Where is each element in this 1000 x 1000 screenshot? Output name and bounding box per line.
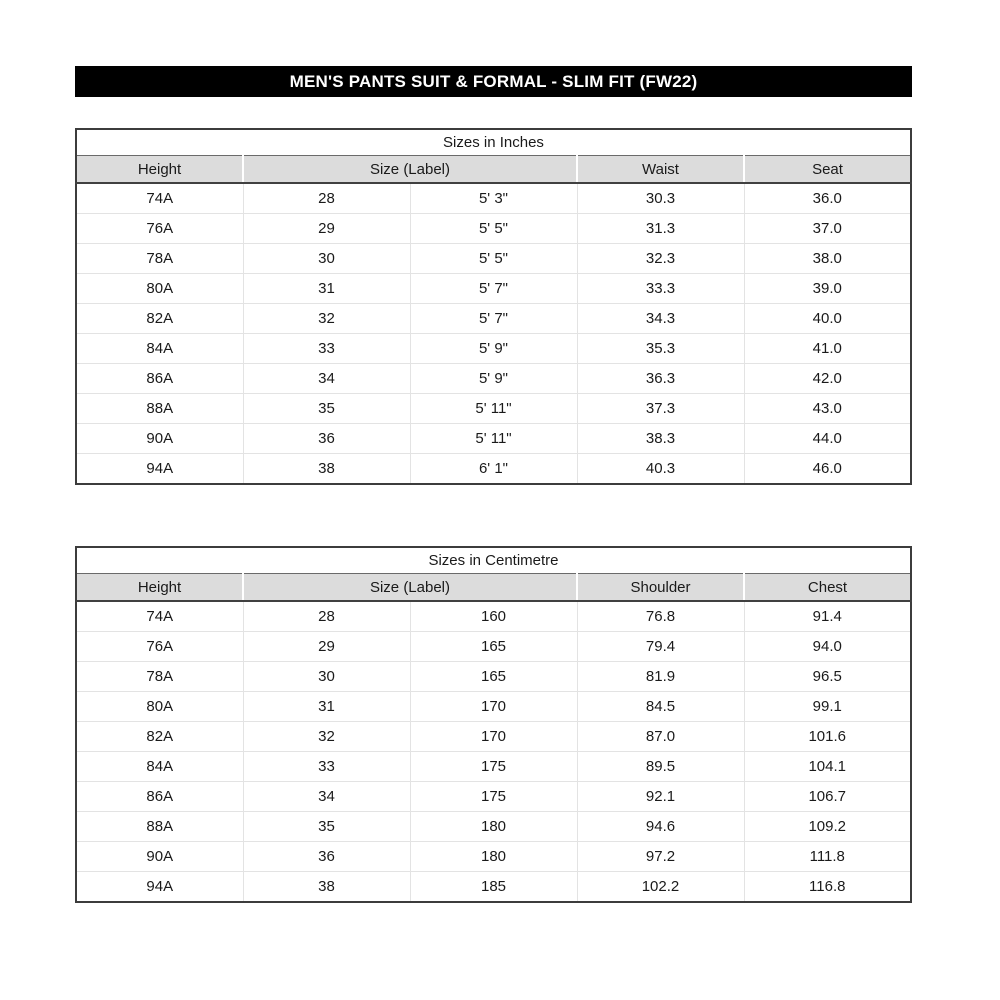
table-cell: 78A bbox=[76, 244, 243, 274]
table-cell: 111.8 bbox=[744, 842, 911, 872]
table-cell: 78A bbox=[76, 662, 243, 692]
table-row bbox=[76, 662, 911, 692]
table-cell: 37.3 bbox=[577, 394, 744, 424]
table-cell: 43.0 bbox=[744, 394, 911, 424]
table-cell: 80A bbox=[76, 692, 243, 722]
table-cell: 97.2 bbox=[577, 842, 744, 872]
table-cell: 36 bbox=[243, 424, 410, 454]
table-cell: 92.1 bbox=[577, 782, 744, 812]
table-cell: 33 bbox=[243, 334, 410, 364]
table-cell: 175 bbox=[410, 752, 577, 782]
column-header-height: Height bbox=[76, 574, 243, 602]
sizes-in-inches-table bbox=[75, 128, 912, 485]
table-cell: 39.0 bbox=[744, 274, 911, 304]
table-cell: 76A bbox=[76, 632, 243, 662]
table-cell: 44.0 bbox=[744, 424, 911, 454]
column-header-height: Height bbox=[76, 156, 243, 184]
table-row bbox=[76, 454, 911, 485]
table-row bbox=[76, 394, 911, 424]
table-title: Sizes in Inches bbox=[76, 129, 911, 156]
table-cell: 180 bbox=[410, 842, 577, 872]
column-header-seat: Seat bbox=[744, 156, 911, 184]
table-cell: 84A bbox=[76, 752, 243, 782]
table-row bbox=[76, 632, 911, 662]
table-cell: 84A bbox=[76, 334, 243, 364]
table-cell: 28 bbox=[243, 183, 410, 214]
table-cell: 87.0 bbox=[577, 722, 744, 752]
column-header-size-label: Size (Label) bbox=[243, 574, 577, 602]
table-cell: 102.2 bbox=[577, 872, 744, 903]
table-cell: 82A bbox=[76, 304, 243, 334]
table-cell: 35 bbox=[243, 394, 410, 424]
table-cell: 180 bbox=[410, 812, 577, 842]
table-row bbox=[76, 274, 911, 304]
table-cell: 5' 11" bbox=[410, 424, 577, 454]
table-cell: 76.8 bbox=[577, 601, 744, 632]
table-row bbox=[76, 183, 911, 214]
table-cell: 104.1 bbox=[744, 752, 911, 782]
table-cell: 5' 5" bbox=[410, 214, 577, 244]
column-header-size-label: Size (Label) bbox=[243, 156, 577, 184]
table-cell: 31 bbox=[243, 692, 410, 722]
table-cell: 5' 7" bbox=[410, 304, 577, 334]
table-cell: 96.5 bbox=[744, 662, 911, 692]
table-cell: 34 bbox=[243, 782, 410, 812]
table-cell: 79.4 bbox=[577, 632, 744, 662]
table-cell: 30 bbox=[243, 244, 410, 274]
page-title: MEN'S PANTS SUIT & FORMAL - SLIM FIT (FW22) bbox=[75, 66, 912, 97]
table-row bbox=[76, 424, 911, 454]
table-cell: 74A bbox=[76, 183, 243, 214]
table-cell: 165 bbox=[410, 662, 577, 692]
table-cell: 38 bbox=[243, 454, 410, 485]
table-row bbox=[76, 334, 911, 364]
table-row bbox=[76, 304, 911, 334]
table-cell: 31.3 bbox=[577, 214, 744, 244]
table-cell: 5' 5" bbox=[410, 244, 577, 274]
table-cell: 116.8 bbox=[744, 872, 911, 903]
table-cell: 33 bbox=[243, 752, 410, 782]
column-header-waist: Waist bbox=[577, 156, 744, 184]
table-cell: 38.0 bbox=[744, 244, 911, 274]
table-cell: 46.0 bbox=[744, 454, 911, 485]
table-cell: 36.0 bbox=[744, 183, 911, 214]
table-cell: 32.3 bbox=[577, 244, 744, 274]
table-cell: 32 bbox=[243, 304, 410, 334]
table-row bbox=[76, 601, 911, 632]
table-cell: 82A bbox=[76, 722, 243, 752]
table-row bbox=[76, 872, 911, 903]
table-header-row bbox=[76, 156, 911, 184]
table-cell: 5' 3" bbox=[410, 183, 577, 214]
table-cell: 33.3 bbox=[577, 274, 744, 304]
table-row bbox=[76, 722, 911, 752]
table-cell: 29 bbox=[243, 632, 410, 662]
table-cell: 76A bbox=[76, 214, 243, 244]
table-cell: 170 bbox=[410, 692, 577, 722]
table-header-row bbox=[76, 574, 911, 602]
table-cell: 29 bbox=[243, 214, 410, 244]
table-cell: 5' 9" bbox=[410, 334, 577, 364]
table-cell: 86A bbox=[76, 782, 243, 812]
table-cell: 30 bbox=[243, 662, 410, 692]
table-cell: 81.9 bbox=[577, 662, 744, 692]
table-cell: 160 bbox=[410, 601, 577, 632]
table-row bbox=[76, 752, 911, 782]
table-row bbox=[76, 842, 911, 872]
table-cell: 40.3 bbox=[577, 454, 744, 485]
table-cell: 91.4 bbox=[744, 601, 911, 632]
table-cell: 40.0 bbox=[744, 304, 911, 334]
inches-table-section bbox=[75, 128, 912, 485]
table-cell: 5' 9" bbox=[410, 364, 577, 394]
table-cell: 28 bbox=[243, 601, 410, 632]
table-cell: 35 bbox=[243, 812, 410, 842]
table-cell: 36.3 bbox=[577, 364, 744, 394]
table-cell: 31 bbox=[243, 274, 410, 304]
sizes-in-centimetre-table bbox=[75, 546, 912, 903]
table-cell: 170 bbox=[410, 722, 577, 752]
table-cell: 38 bbox=[243, 872, 410, 903]
table-cell: 74A bbox=[76, 601, 243, 632]
table-row bbox=[76, 364, 911, 394]
size-chart-content bbox=[75, 66, 912, 903]
table-cell: 35.3 bbox=[577, 334, 744, 364]
table-cell: 94A bbox=[76, 454, 243, 485]
table-cell: 86A bbox=[76, 364, 243, 394]
table-cell: 185 bbox=[410, 872, 577, 903]
table-cell: 101.6 bbox=[744, 722, 911, 752]
table-row bbox=[76, 692, 911, 722]
centimetre-table-section bbox=[75, 546, 912, 903]
table-cell: 88A bbox=[76, 812, 243, 842]
table-cell: 5' 7" bbox=[410, 274, 577, 304]
centimetre-table-body bbox=[76, 601, 911, 902]
table-cell: 41.0 bbox=[744, 334, 911, 364]
table-cell: 6' 1" bbox=[410, 454, 577, 485]
table-cell: 94.6 bbox=[577, 812, 744, 842]
table-cell: 32 bbox=[243, 722, 410, 752]
column-header-shoulder: Shoulder bbox=[577, 574, 744, 602]
table-cell: 42.0 bbox=[744, 364, 911, 394]
table-row bbox=[76, 812, 911, 842]
column-header-chest: Chest bbox=[744, 574, 911, 602]
table-title-row bbox=[76, 129, 911, 156]
table-title-row bbox=[76, 547, 911, 574]
inches-table-body bbox=[76, 183, 911, 484]
table-cell: 34.3 bbox=[577, 304, 744, 334]
table-cell: 88A bbox=[76, 394, 243, 424]
table-cell: 30.3 bbox=[577, 183, 744, 214]
table-cell: 84.5 bbox=[577, 692, 744, 722]
table-cell: 90A bbox=[76, 842, 243, 872]
table-cell: 106.7 bbox=[744, 782, 911, 812]
table-cell: 38.3 bbox=[577, 424, 744, 454]
table-title: Sizes in Centimetre bbox=[76, 547, 911, 574]
table-cell: 34 bbox=[243, 364, 410, 394]
table-cell: 90A bbox=[76, 424, 243, 454]
table-cell: 37.0 bbox=[744, 214, 911, 244]
table-cell: 5' 11" bbox=[410, 394, 577, 424]
table-cell: 89.5 bbox=[577, 752, 744, 782]
table-row bbox=[76, 214, 911, 244]
table-cell: 175 bbox=[410, 782, 577, 812]
table-cell: 94A bbox=[76, 872, 243, 903]
table-row bbox=[76, 244, 911, 274]
table-cell: 36 bbox=[243, 842, 410, 872]
table-row bbox=[76, 782, 911, 812]
table-cell: 165 bbox=[410, 632, 577, 662]
table-cell: 80A bbox=[76, 274, 243, 304]
table-cell: 94.0 bbox=[744, 632, 911, 662]
table-cell: 109.2 bbox=[744, 812, 911, 842]
table-cell: 99.1 bbox=[744, 692, 911, 722]
